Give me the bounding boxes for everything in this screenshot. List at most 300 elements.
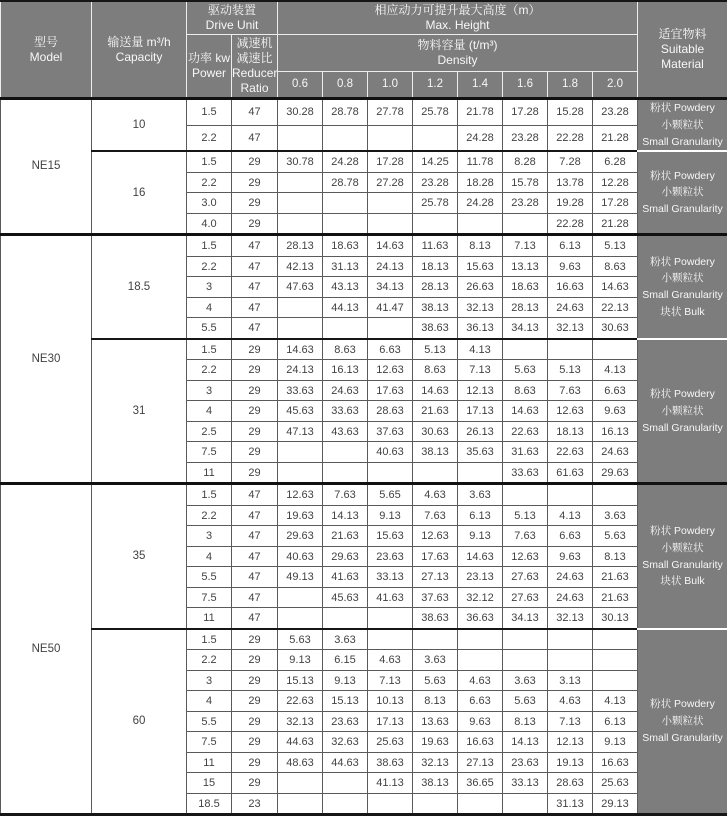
power-cell: 2.2 xyxy=(187,172,232,193)
col-header-power xyxy=(187,35,232,99)
suitable-material-line: 粉状 Powdery xyxy=(638,168,727,185)
power-cell: 1.5 xyxy=(187,339,232,360)
max-height-cell: 45.63 xyxy=(278,401,323,422)
suitable-material-cell xyxy=(638,99,727,152)
max-height-cell: 6.13 xyxy=(458,505,503,526)
max-height-cell: 17.63 xyxy=(368,380,413,401)
max-height-cell: 15.63 xyxy=(458,256,503,277)
max-height-cell: 36.13 xyxy=(458,318,503,339)
max-height-cell: 9.63 xyxy=(548,256,593,277)
max-height-cell: 8.63 xyxy=(503,380,548,401)
max-height-cell: 27.28 xyxy=(368,172,413,193)
power-cell: 1.5 xyxy=(187,99,232,126)
max-height-cell: 5.13 xyxy=(413,339,458,360)
header-row-1 xyxy=(1,1,727,35)
max-height-cell: 19.13 xyxy=(548,752,593,773)
max-height-cell: 43.63 xyxy=(323,421,368,442)
ratio-header-en1: Reducer xyxy=(232,66,277,81)
drive-header-en: Drive Unit xyxy=(187,18,277,33)
max-height-cell: 16.63 xyxy=(458,732,503,753)
max-height-cell: 24.63 xyxy=(548,297,593,318)
max-height-cell: 18.13 xyxy=(548,421,593,442)
max-height-cell: 7.13 xyxy=(368,670,413,691)
ratio-cell: 29 xyxy=(232,151,278,172)
max-height-cell: 23.28 xyxy=(413,172,458,193)
max-height-cell xyxy=(278,318,323,339)
table-header xyxy=(1,1,727,99)
power-cell: 11 xyxy=(187,462,232,484)
max-height-cell: 38.13 xyxy=(413,297,458,318)
max-height-cell: 24.63 xyxy=(593,442,638,463)
max-height-cell xyxy=(548,629,593,650)
max-height-cell: 28.13 xyxy=(278,235,323,257)
max-height-cell xyxy=(278,587,323,608)
max-height-cell xyxy=(503,339,548,360)
ratio-cell: 47 xyxy=(232,125,278,151)
max-height-cell xyxy=(323,318,368,339)
max-height-cell: 33.13 xyxy=(368,567,413,588)
max-height-cell: 18.63 xyxy=(503,277,548,298)
max-height-cell: 28.13 xyxy=(503,297,548,318)
max-height-cell: 8.63 xyxy=(323,339,368,360)
max-height-cell: 5.13 xyxy=(593,235,638,257)
power-cell: 3 xyxy=(187,277,232,298)
power-cell: 2.2 xyxy=(187,505,232,526)
max-height-cell: 30.63 xyxy=(413,421,458,442)
max-height-cell: 7.63 xyxy=(548,380,593,401)
ratio-cell: 47 xyxy=(232,277,278,298)
max-height-cell: 14.25 xyxy=(413,151,458,172)
max-height-cell: 44.13 xyxy=(323,297,368,318)
density-value-header: 2.0 xyxy=(593,71,638,98)
max-height-cell: 7.63 xyxy=(503,526,548,547)
col-header-density xyxy=(278,35,638,72)
power-cell: 1.5 xyxy=(187,151,232,172)
max-height-cell: 8.63 xyxy=(413,360,458,381)
model-cell: NE50 xyxy=(1,484,92,815)
max-height-cell xyxy=(593,484,638,506)
col-header-suitable-material xyxy=(638,1,727,99)
max-height-cell: 12.63 xyxy=(413,526,458,547)
max-height-cell: 24.63 xyxy=(548,567,593,588)
suitable-material-line: 块状 Bulk xyxy=(638,304,727,321)
max-height-cell: 22.28 xyxy=(548,125,593,151)
max-height-cell: 47.63 xyxy=(278,277,323,298)
max-height-cell xyxy=(323,608,368,629)
power-cell: 2.2 xyxy=(187,256,232,277)
max-height-cell: 31.13 xyxy=(323,256,368,277)
model-cell: NE30 xyxy=(1,235,92,484)
max-height-cell: 21.78 xyxy=(458,99,503,126)
ratio-cell: 29 xyxy=(232,711,278,732)
max-height-cell: 16.63 xyxy=(593,752,638,773)
max-height-cell: 4.13 xyxy=(593,360,638,381)
max-height-cell: 24.28 xyxy=(458,125,503,151)
max-height-cell: 15.28 xyxy=(548,99,593,126)
max-height-cell: 25.78 xyxy=(413,193,458,214)
max-height-cell: 32.63 xyxy=(323,732,368,753)
max-height-cell: 30.63 xyxy=(593,318,638,339)
power-cell: 3 xyxy=(187,526,232,547)
max-height-cell: 7.28 xyxy=(548,151,593,172)
max-height-cell xyxy=(278,297,323,318)
max-height-cell: 25.78 xyxy=(413,99,458,126)
max-height-cell: 12.63 xyxy=(278,484,323,506)
suitable-material-line: 小颗粒状 xyxy=(638,270,727,287)
max-height-cell xyxy=(323,462,368,484)
max-height-cell: 14.63 xyxy=(368,235,413,257)
max-height-cell xyxy=(368,318,413,339)
max-height-cell: 17.28 xyxy=(503,99,548,126)
max-height-cell: 9.13 xyxy=(323,670,368,691)
model-header-zh: 型号 xyxy=(1,35,91,50)
power-cell: 3 xyxy=(187,670,232,691)
max-height-cell: 5.65 xyxy=(368,484,413,506)
max-height-cell: 43.13 xyxy=(323,277,368,298)
max-height-cell: 14.63 xyxy=(503,401,548,422)
ratio-cell: 29 xyxy=(232,629,278,650)
max-height-cell: 23.13 xyxy=(458,567,503,588)
max-height-cell: 40.63 xyxy=(278,546,323,567)
suitable-header-en1: Suitable xyxy=(638,42,727,57)
max-height-cell: 22.63 xyxy=(548,442,593,463)
max-height-cell: 6.63 xyxy=(548,526,593,547)
max-height-cell: 36.65 xyxy=(458,773,503,794)
max-height-cell: 33.63 xyxy=(278,380,323,401)
max-height-cell: 6.28 xyxy=(593,151,638,172)
max-height-cell xyxy=(458,213,503,235)
max-height-cell: 17.13 xyxy=(458,401,503,422)
max-height-cell: 21.63 xyxy=(593,567,638,588)
max-height-cell: 4.13 xyxy=(458,339,503,360)
max-height-cell: 16.63 xyxy=(548,277,593,298)
max-height-cell: 32.13 xyxy=(458,297,503,318)
max-height-cell: 49.13 xyxy=(278,567,323,588)
suitable-material-cell xyxy=(638,629,727,815)
max-height-cell: 24.28 xyxy=(323,151,368,172)
max-height-cell: 32.13 xyxy=(278,711,323,732)
col-header-capacity xyxy=(92,1,187,99)
max-height-cell xyxy=(323,125,368,151)
max-height-cell: 8.63 xyxy=(593,256,638,277)
max-height-cell: 6.63 xyxy=(368,339,413,360)
max-height-cell: 38.63 xyxy=(413,318,458,339)
max-height-cell: 38.13 xyxy=(413,442,458,463)
suitable-material-line: 小颗粒状 xyxy=(638,540,727,557)
suitable-material-line: 粉状 Powdery xyxy=(638,254,727,271)
density-header-en: Density xyxy=(278,53,637,68)
max-height-cell: 22.63 xyxy=(278,691,323,712)
max-height-cell xyxy=(593,650,638,671)
max-height-cell: 16.13 xyxy=(593,421,638,442)
max-height-cell: 5.63 xyxy=(503,360,548,381)
max-height-cell: 47.13 xyxy=(278,421,323,442)
max-height-cell: 37.63 xyxy=(368,421,413,442)
density-value-header: 1.0 xyxy=(368,71,413,98)
max-height-cell xyxy=(413,462,458,484)
max-height-cell: 27.13 xyxy=(458,752,503,773)
max-height-cell: 30.28 xyxy=(278,99,323,126)
max-height-cell xyxy=(593,339,638,360)
suitable-header-zh: 适宜物料 xyxy=(638,27,727,42)
max-height-cell: 36.63 xyxy=(458,608,503,629)
table-row xyxy=(1,235,727,257)
capacity-cell: 16 xyxy=(92,151,187,235)
max-height-cell xyxy=(413,125,458,151)
max-height-cell xyxy=(548,339,593,360)
suitable-material-line: 粉状 Powdery xyxy=(638,100,727,117)
capacity-cell: 31 xyxy=(92,339,187,484)
col-header-max-height xyxy=(278,1,638,35)
suitable-material-line: 粉状 Powdery xyxy=(638,523,727,540)
ratio-cell: 29 xyxy=(232,213,278,235)
power-header-zh: 功率 kw xyxy=(187,51,231,66)
max-height-cell: 13.63 xyxy=(413,711,458,732)
max-height-cell: 33.63 xyxy=(323,401,368,422)
max-height-cell xyxy=(503,650,548,671)
col-header-drive-unit xyxy=(187,1,278,35)
density-header-zh: 物料容量 (t/m³) xyxy=(278,38,637,53)
max-height-cell xyxy=(458,462,503,484)
suitable-material-cell xyxy=(638,151,727,235)
max-height-cell: 8.13 xyxy=(593,546,638,567)
max-height-cell: 34.13 xyxy=(503,608,548,629)
ratio-cell: 47 xyxy=(232,587,278,608)
suitable-material-line: 小颗粒状 xyxy=(638,184,727,201)
max-height-cell: 11.78 xyxy=(458,151,503,172)
max-height-cell xyxy=(548,484,593,506)
max-height-cell: 5.13 xyxy=(503,505,548,526)
max-height-cell: 5.63 xyxy=(413,670,458,691)
max-height-cell: 42.13 xyxy=(278,256,323,277)
max-height-cell: 9.63 xyxy=(593,401,638,422)
max-height-cell: 21.63 xyxy=(323,526,368,547)
ratio-cell: 29 xyxy=(232,462,278,484)
max-height-cell xyxy=(368,608,413,629)
density-value-header: 0.8 xyxy=(323,71,368,98)
table-row xyxy=(1,339,727,360)
ratio-cell: 29 xyxy=(232,172,278,193)
suitable-material-line: Small Granularity xyxy=(638,557,727,574)
ratio-cell: 47 xyxy=(232,526,278,547)
max-height-cell: 13.13 xyxy=(503,256,548,277)
table-row xyxy=(1,99,727,126)
max-height-cell: 21.28 xyxy=(593,125,638,151)
max-height-cell: 35.63 xyxy=(458,442,503,463)
max-height-cell xyxy=(368,629,413,650)
max-height-cell xyxy=(323,773,368,794)
max-height-cell: 28.63 xyxy=(548,773,593,794)
max-height-cell xyxy=(278,442,323,463)
max-height-cell: 3.63 xyxy=(458,484,503,506)
power-cell: 4 xyxy=(187,546,232,567)
max-height-cell xyxy=(368,125,413,151)
max-height-cell: 27.13 xyxy=(413,567,458,588)
density-value-header: 1.2 xyxy=(413,71,458,98)
max-height-cell: 29.63 xyxy=(323,546,368,567)
power-cell: 3.0 xyxy=(187,193,232,214)
power-cell: 2.2 xyxy=(187,650,232,671)
power-cell: 2.2 xyxy=(187,360,232,381)
max-height-cell xyxy=(548,650,593,671)
suitable-material-line: 小颗粒状 xyxy=(638,403,727,420)
max-height-cell xyxy=(278,125,323,151)
max-height-cell: 24.28 xyxy=(458,193,503,214)
max-height-cell: 19.28 xyxy=(548,193,593,214)
ratio-cell: 47 xyxy=(232,235,278,257)
suitable-material-cell xyxy=(638,235,727,339)
max-height-header-en: Max. Height xyxy=(278,18,637,33)
max-height-cell: 17.13 xyxy=(368,711,413,732)
suitable-material-line: 粉状 Powdery xyxy=(638,696,727,713)
suitable-material-line: 小颗粒状 xyxy=(638,713,727,730)
ratio-cell: 47 xyxy=(232,608,278,629)
power-cell: 4 xyxy=(187,691,232,712)
power-header-en: Power xyxy=(187,66,231,81)
capacity-cell: 10 xyxy=(92,99,187,152)
max-height-cell: 15.63 xyxy=(368,526,413,547)
max-height-cell: 12.63 xyxy=(503,546,548,567)
max-height-cell: 22.28 xyxy=(548,213,593,235)
max-height-cell: 10.13 xyxy=(368,691,413,712)
max-height-cell: 29.63 xyxy=(278,526,323,547)
ratio-cell: 47 xyxy=(232,567,278,588)
power-cell: 5.5 xyxy=(187,318,232,339)
max-height-cell: 34.13 xyxy=(368,277,413,298)
max-height-cell: 18.13 xyxy=(413,256,458,277)
max-height-cell: 23.63 xyxy=(503,752,548,773)
max-height-cell xyxy=(503,629,548,650)
power-cell: 11 xyxy=(187,608,232,629)
power-cell: 4.0 xyxy=(187,213,232,235)
ratio-cell: 29 xyxy=(232,732,278,753)
max-height-cell xyxy=(278,773,323,794)
max-height-cell: 28.78 xyxy=(323,172,368,193)
ratio-cell: 47 xyxy=(232,546,278,567)
max-height-cell: 15.13 xyxy=(278,670,323,691)
max-height-cell: 6.63 xyxy=(593,380,638,401)
max-height-cell: 27.63 xyxy=(503,567,548,588)
ratio-cell: 29 xyxy=(232,442,278,463)
density-value-header: 0.6 xyxy=(278,71,323,98)
max-height-cell: 48.63 xyxy=(278,752,323,773)
max-height-cell: 24.63 xyxy=(323,380,368,401)
max-height-cell: 19.63 xyxy=(413,732,458,753)
model-cell: NE15 xyxy=(1,99,92,235)
max-height-cell xyxy=(278,462,323,484)
max-height-cell xyxy=(278,608,323,629)
max-height-cell xyxy=(278,213,323,235)
max-height-cell xyxy=(323,442,368,463)
ratio-header-zh2: 减速比 xyxy=(232,51,277,66)
max-height-header-zh: 相应动力可提升最大高度（m） xyxy=(278,3,637,18)
max-height-cell: 32.13 xyxy=(548,608,593,629)
power-cell: 4 xyxy=(187,297,232,318)
power-cell: 7.5 xyxy=(187,732,232,753)
max-height-cell: 24.13 xyxy=(278,360,323,381)
power-cell: 18.5 xyxy=(187,793,232,815)
max-height-cell xyxy=(368,213,413,235)
max-height-cell: 30.78 xyxy=(278,151,323,172)
ratio-cell: 29 xyxy=(232,360,278,381)
power-cell: 2.5 xyxy=(187,421,232,442)
ratio-cell: 47 xyxy=(232,256,278,277)
max-height-cell: 9.13 xyxy=(278,650,323,671)
table-body xyxy=(1,99,727,815)
max-height-cell: 14.13 xyxy=(503,732,548,753)
capacity-header-zh: 输送量 m³/h xyxy=(92,35,186,50)
table-row xyxy=(1,484,727,506)
ratio-cell: 29 xyxy=(232,670,278,691)
max-height-cell: 33.63 xyxy=(503,462,548,484)
capacity-cell: 35 xyxy=(92,484,187,629)
max-height-cell: 4.13 xyxy=(548,505,593,526)
suitable-material-line: Small Granularity xyxy=(638,134,727,151)
max-height-cell: 41.47 xyxy=(368,297,413,318)
max-height-cell: 9.63 xyxy=(548,546,593,567)
density-value-header: 1.8 xyxy=(548,71,593,98)
max-height-cell: 28.78 xyxy=(323,99,368,126)
power-cell: 15 xyxy=(187,773,232,794)
max-height-cell: 12.63 xyxy=(548,401,593,422)
max-height-cell: 7.63 xyxy=(323,484,368,506)
suitable-material-line: Small Granularity xyxy=(638,287,727,304)
max-height-cell: 4.63 xyxy=(413,484,458,506)
max-height-cell: 22.13 xyxy=(593,297,638,318)
max-height-cell: 9.13 xyxy=(368,505,413,526)
ratio-cell: 29 xyxy=(232,401,278,422)
max-height-cell: 17.28 xyxy=(593,193,638,214)
max-height-cell: 34.13 xyxy=(503,318,548,339)
max-height-cell: 23.63 xyxy=(368,546,413,567)
max-height-cell: 28.63 xyxy=(368,401,413,422)
max-height-cell: 21.63 xyxy=(413,401,458,422)
max-height-cell: 38.63 xyxy=(368,752,413,773)
max-height-cell xyxy=(323,213,368,235)
capacity-cell: 60 xyxy=(92,629,187,815)
max-height-cell: 4.13 xyxy=(593,691,638,712)
ratio-cell: 29 xyxy=(232,421,278,442)
max-height-cell: 26.13 xyxy=(458,421,503,442)
max-height-cell: 3.63 xyxy=(413,650,458,671)
power-cell: 7.5 xyxy=(187,442,232,463)
drive-header-zh: 驱动装置 xyxy=(187,3,277,18)
max-height-cell: 14.63 xyxy=(593,277,638,298)
max-height-cell: 4.63 xyxy=(458,670,503,691)
max-height-cell: 7.13 xyxy=(548,711,593,732)
suitable-material-line: Small Granularity xyxy=(638,201,727,218)
ratio-header-zh1: 减速机 xyxy=(232,36,277,51)
max-height-cell: 24.13 xyxy=(368,256,413,277)
max-height-cell: 6.63 xyxy=(458,691,503,712)
power-cell: 5.5 xyxy=(187,567,232,588)
max-height-cell: 14.63 xyxy=(413,380,458,401)
max-height-cell: 27.63 xyxy=(503,587,548,608)
max-height-cell: 12.13 xyxy=(548,732,593,753)
max-height-cell xyxy=(458,650,503,671)
ratio-cell: 29 xyxy=(232,339,278,360)
max-height-cell: 7.13 xyxy=(503,235,548,257)
ratio-header-en2: Ratio xyxy=(232,81,277,96)
max-height-cell: 14.13 xyxy=(323,505,368,526)
max-height-cell: 23.63 xyxy=(323,711,368,732)
power-cell: 5.5 xyxy=(187,711,232,732)
max-height-cell: 5.13 xyxy=(548,360,593,381)
ratio-cell: 47 xyxy=(232,484,278,506)
ratio-cell: 47 xyxy=(232,318,278,339)
suitable-header-en2: Material xyxy=(638,57,727,72)
ratio-cell: 29 xyxy=(232,752,278,773)
